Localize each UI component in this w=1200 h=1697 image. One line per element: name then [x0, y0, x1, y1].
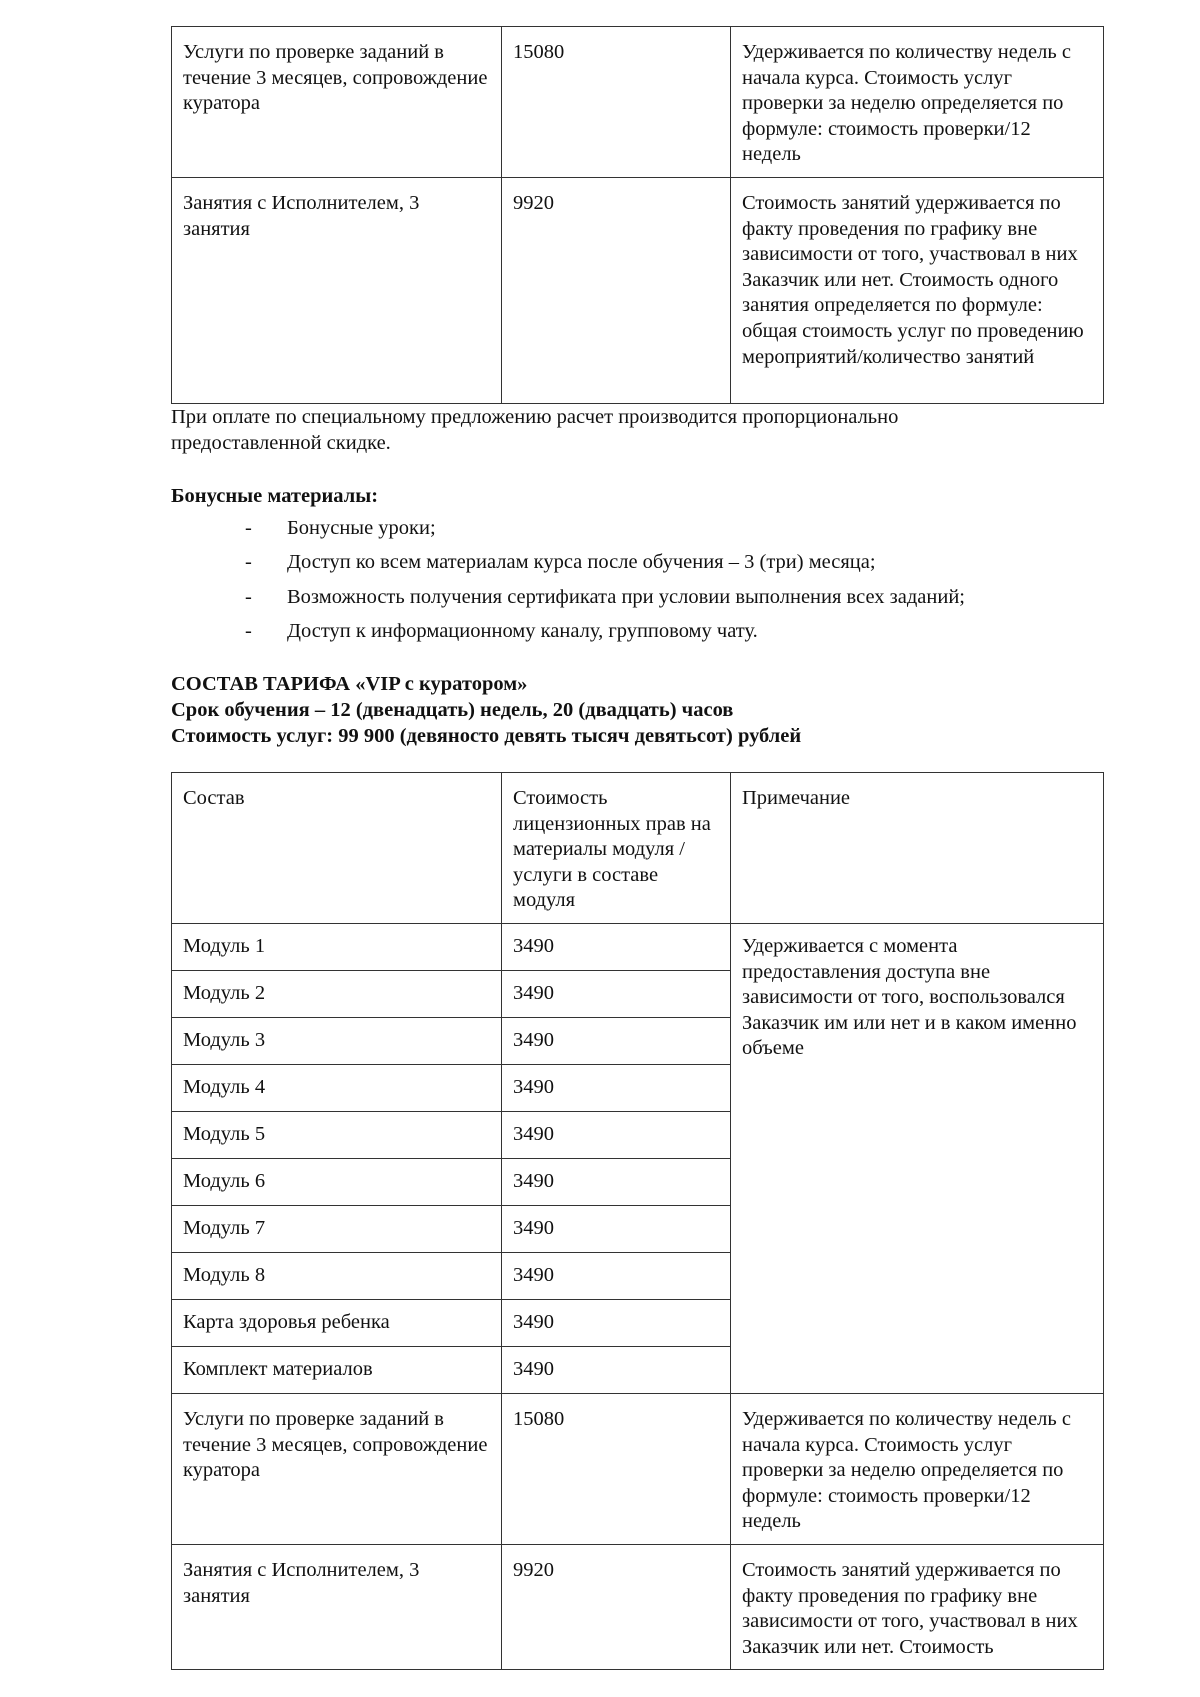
price-cell: 3490: [502, 1064, 731, 1111]
top-pricing-table: [171, 26, 1104, 404]
price-cell: 9920: [502, 1544, 731, 1669]
bullet-dash: -: [245, 517, 252, 539]
item-cell: Карта здоровья ребенка: [172, 1299, 502, 1346]
item-cell: Модуль 2: [172, 970, 502, 1017]
table-row: [172, 27, 1104, 178]
list-item: [171, 516, 965, 550]
item-cell: Услуги по проверке заданий в течение 3 месяцев, сопровождение куратора: [172, 1393, 502, 1544]
list-item: [171, 585, 965, 619]
special-offer-text: При оплате по специальному предложению расчет производится пропорционально предоставленной скидке.: [171, 406, 899, 454]
table-row: [172, 923, 1104, 970]
tariff-duration: Срок обучения – 12 (двенадцать) недель, 20 (двадцать) часов: [171, 699, 734, 721]
note-cell: Стоимость занятий удерживается по факту проведения по графику вне зависимости от того, участвовал в них Заказчик или нет. Стоимость: [731, 1544, 1104, 1669]
header-note: Примечание: [731, 773, 1104, 924]
item-cell: Услуги по проверке заданий в течение 3 месяцев, сопровождение куратора: [172, 27, 502, 178]
price-cell: 3490: [502, 1346, 731, 1393]
tariff-cost: Стоимость услуг: 99 900 (девяносто девять тысяч девятьсот) рублей: [171, 725, 802, 747]
list-item: [171, 619, 965, 653]
price-cell: 3490: [502, 1299, 731, 1346]
list-item-text: Бонусные уроки;: [287, 517, 436, 539]
table-row: [172, 1393, 1104, 1544]
bonus-heading: Бонусные материалы:: [171, 485, 379, 507]
item-cell: Модуль 1: [172, 923, 502, 970]
price-cell: 15080: [502, 27, 731, 178]
item-cell: Модуль 3: [172, 1017, 502, 1064]
item-cell: Модуль 4: [172, 1064, 502, 1111]
list-item: [171, 550, 965, 584]
item-cell: Модуль 7: [172, 1205, 502, 1252]
price-cell: 3490: [502, 970, 731, 1017]
note-cell: Удерживается по количеству недель с начала курса. Стоимость услуг проверки за неделю определяется по формуле: стоимость проверки/12 недель: [731, 1393, 1104, 1544]
header-composition: Состав: [172, 773, 502, 924]
bullet-dash: -: [245, 619, 252, 642]
price-cell: 3490: [502, 1205, 731, 1252]
price-cell: 3490: [502, 1017, 731, 1064]
bullet-dash: -: [245, 585, 252, 608]
item-cell: Занятия с Исполнителем, 3 занятия: [172, 1544, 502, 1669]
item-cell: Занятия с Исполнителем, 3 занятия: [172, 177, 502, 403]
list-item-text: Возможность получения сертификата при условии выполнения всех заданий;: [287, 585, 966, 608]
note-cell: Удерживается по количеству недель с начала курса. Стоимость услуг проверки за неделю определяется по формуле: стоимость проверки/12 недель: [731, 27, 1104, 178]
header-price: Стоимость лицензионных прав на материалы модуля / услуги в составе модуля: [502, 773, 731, 924]
price-cell: 3490: [502, 1111, 731, 1158]
price-cell: 3490: [502, 923, 731, 970]
table-row: [172, 177, 1104, 403]
bullet-dash: -: [245, 551, 252, 574]
price-cell: 15080: [502, 1393, 731, 1544]
item-cell: Модуль 8: [172, 1252, 502, 1299]
tariff-composition-table: [171, 772, 1104, 1670]
list-item-text: Доступ к информационному каналу, групповому чату.: [287, 619, 758, 642]
table-header-row: [172, 773, 1104, 924]
item-cell: Модуль 6: [172, 1158, 502, 1205]
item-cell: Модуль 5: [172, 1111, 502, 1158]
bonus-list: [171, 516, 965, 653]
item-cell: Комплект материалов: [172, 1346, 502, 1393]
price-cell: 9920: [502, 177, 731, 403]
list-item-text: Доступ ко всем материалам курса после обучения – 3 (три) месяца;: [287, 551, 876, 574]
tariff-title: СОСТАВ ТАРИФА «VIP с куратором»: [171, 673, 528, 695]
price-cell: 3490: [502, 1252, 731, 1299]
modules-note-cell: Удерживается с момента предоставления доступа вне зависимости от того, воспользовался Заказчик им или нет и в каком именно объеме: [731, 923, 1104, 1393]
price-cell: 3490: [502, 1158, 731, 1205]
table-row: [172, 1544, 1104, 1669]
note-cell: Стоимость занятий удерживается по факту проведения по графику вне зависимости от того, участвовал в них Заказчик или нет. Стоимость одного занятия определяется по формуле: общая стоимость услуг по проведению мероприятий/количество занятий: [731, 177, 1104, 403]
